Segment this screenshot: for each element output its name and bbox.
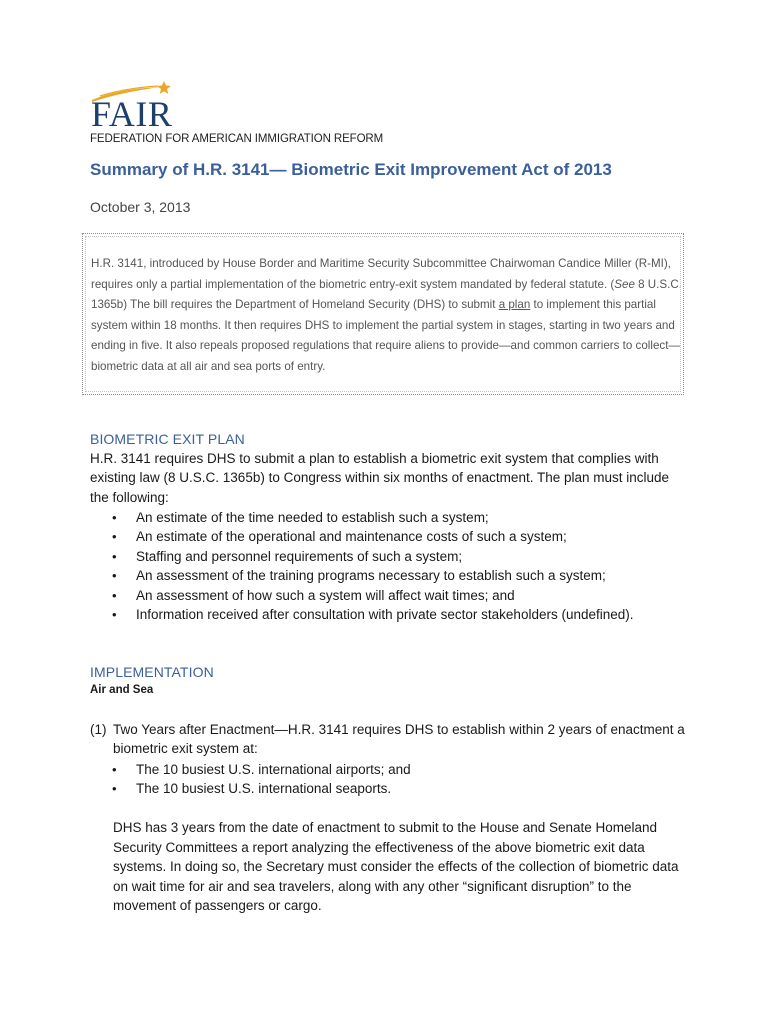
plan-link[interactable]: a plan — [498, 298, 531, 312]
logo-wordmark: FAIR — [91, 94, 173, 134]
implementation-bullet-list — [112, 760, 411, 799]
list-item: • An assessment of how such a system will affect wait times; and — [112, 587, 515, 603]
summary-text: H.R. 3141, introduced by House Border and Maritime Security Subcommittee Chairwoman Candice Miller (R-MI), requires only a partial implementation of the biometric entry-exit system mandated by federal statute. (See 8 U.S.C. 1365b) The bill requires the Department of Homeland Security (DHS) to submit a plan to implement this partial system within 18 months. It then requires DHS to implement the partial system in stages, starting in two years and ending in five. It also repeals proposed regulations that require aliens to provide—and common carriers to collect—biometric data at all air and sea ports of entry. — [91, 257, 682, 373]
list-item: • An estimate of the operational and maintenance costs of such a system; — [112, 529, 567, 545]
item-text: Two Years after Enactment—H.R. 3141 requires DHS to establish within 2 years of enactment a biometric exit system at: — [113, 722, 685, 757]
logo-tagline: FEDERATION FOR AMERICAN IMMIGRATION REFORM — [90, 133, 384, 145]
list-item: • Information received after consultation with private sector stakeholders (undefined). — [112, 607, 634, 623]
report-paragraph: DHS has 3 years from the date of enactment to submit to the House and Senate Homeland Security Committees a report analyzing the effectiveness of the above biometric exit data systems. In doing so, the Secretary must consider the effects of the collection of biometric data on wait time for air and sea travelers, along with any other “significant disruption” to the movement of passengers or cargo. — [113, 820, 679, 914]
document-date: October 3, 2013 — [90, 199, 191, 215]
list-item: • The 10 busiest U.S. international seaports. — [112, 781, 392, 797]
subheading-air-sea: Air and Sea — [90, 684, 154, 696]
section-heading-plan: BIOMETRIC EXIT PLAN — [90, 431, 245, 447]
item-number: (1) — [90, 722, 107, 737]
list-item: • Staffing and personnel requirements of such a system; — [112, 548, 463, 564]
summary-box — [82, 233, 684, 395]
list-item: • The 10 busiest U.S. international airports; and — [112, 762, 411, 777]
fair-logo — [90, 80, 410, 150]
list-item: • An assessment of the training programs necessary to establish such a system; — [112, 568, 606, 584]
see-italic: See — [614, 277, 635, 291]
document-title: Summary of H.R. 3141— Biometric Exit Improvement Act of 2013 — [90, 160, 612, 179]
plan-bullet-list — [112, 508, 634, 624]
section-heading-implementation: IMPLEMENTATION — [90, 664, 214, 680]
list-item: • An estimate of the time needed to establish such a system; — [112, 510, 489, 525]
plan-intro: H.R. 3141 requires DHS to submit a plan to establish a biometric exit system that complies with existing law (8 U.S.C. 1365b) to Congress within six months of enactment. The plan must include the following: — [90, 451, 670, 505]
numbered-item-1 — [90, 720, 690, 759]
